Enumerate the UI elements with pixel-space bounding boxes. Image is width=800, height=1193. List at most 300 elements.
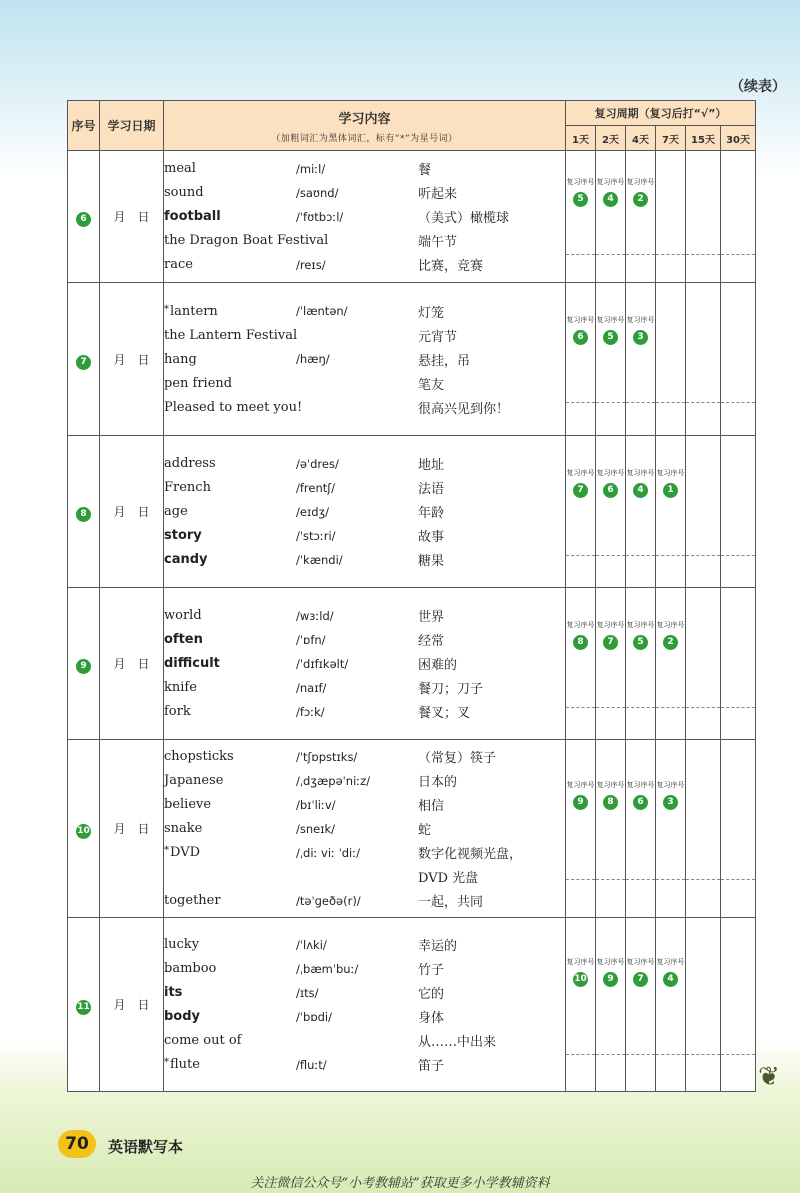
word-value: flute <box>170 1057 200 1072</box>
meaning-text: 很高兴见到你！ <box>418 401 510 417</box>
meaning-text: 端午节 <box>418 235 458 250</box>
review-label: 复习序号 <box>566 177 595 186</box>
word-entry <box>164 841 565 865</box>
meaning-text: 数字化视频光盘， <box>418 847 523 862</box>
row-seq <box>68 283 100 436</box>
review-circle: 7 <box>603 635 618 650</box>
meaning-text: 悬挂，吊 <box>418 353 471 369</box>
word-value: French <box>164 480 211 495</box>
word-entry <box>164 253 565 277</box>
table-row <box>68 588 756 740</box>
word-value: the Dragon Boat Festival <box>164 233 329 248</box>
header-cycle: 复习周期（复习后打“√”） <box>566 101 756 126</box>
word-value: believe <box>164 797 212 812</box>
phonetic-text: /hæŋ/ <box>296 352 330 366</box>
phonetic-text: /təˈɡeðə(r)/ <box>296 893 361 908</box>
word-entry <box>164 981 565 1005</box>
word-value: age <box>164 504 188 519</box>
header-day: 15天 <box>686 126 721 151</box>
review-cell[interactable] <box>626 588 656 740</box>
meaning-text: 困难的 <box>418 658 458 673</box>
review-cell[interactable] <box>566 588 596 740</box>
word-entry <box>164 745 565 769</box>
review-divider <box>596 555 625 556</box>
meaning-text: 世界 <box>418 610 445 625</box>
review-cell[interactable] <box>596 283 626 436</box>
review-divider <box>596 1054 625 1055</box>
review-circle: 4 <box>663 972 678 987</box>
review-circle: 9 <box>573 795 588 810</box>
review-label: 复习序号 <box>596 177 625 186</box>
word-text <box>164 632 296 647</box>
review-cell[interactable] <box>721 283 756 436</box>
row-date[interactable] <box>100 588 164 740</box>
review-circle: 4 <box>633 483 648 498</box>
day-label: 日 <box>137 352 150 367</box>
review-label: 复习序号 <box>596 780 625 789</box>
word-value: candy <box>164 552 208 567</box>
phonetic-text: /fluːt/ <box>296 1057 327 1072</box>
seq-circle: 7 <box>76 355 91 370</box>
word-text <box>164 656 296 671</box>
review-divider <box>566 707 595 708</box>
day-label: 日 <box>137 210 150 224</box>
page-number: 70 <box>58 1130 96 1158</box>
header-day: 1天 <box>566 126 596 151</box>
phonetic-text: /ˈkændi/ <box>296 552 343 567</box>
word-text <box>164 821 296 836</box>
word-value: pen friend <box>164 375 233 391</box>
review-cell[interactable] <box>656 740 686 918</box>
review-badge <box>657 621 685 650</box>
seq-circle: 6 <box>76 212 91 227</box>
review-cell[interactable] <box>626 151 656 283</box>
review-badge <box>627 958 655 987</box>
review-cell[interactable] <box>656 588 686 740</box>
word-text <box>164 608 296 623</box>
meaning-text: （常复）筷子 <box>418 751 497 766</box>
review-label: 复习序号 <box>626 780 655 789</box>
word-text <box>164 376 296 391</box>
word-entry <box>164 1005 565 1029</box>
review-cell[interactable] <box>721 918 756 1092</box>
review-circle: 3 <box>663 795 678 810</box>
review-label: 复习序号 <box>566 468 595 477</box>
meaning-text: 身体 <box>418 1011 445 1026</box>
review-label: 复习序号 <box>596 957 625 966</box>
row-content <box>164 740 566 918</box>
word-entry <box>164 548 565 572</box>
review-badge <box>627 316 655 345</box>
review-cell[interactable] <box>596 588 626 740</box>
word-entry <box>164 157 565 181</box>
word-value: difficult <box>164 656 220 671</box>
review-cell[interactable] <box>566 283 596 436</box>
header-day: 2天 <box>596 126 626 151</box>
phonetic-text: /ˈlʌki/ <box>296 937 327 952</box>
review-cell[interactable] <box>566 151 596 283</box>
review-cell[interactable] <box>626 436 656 588</box>
review-cell[interactable] <box>686 283 721 436</box>
header-day: 4天 <box>626 126 656 151</box>
day-label: 日 <box>137 998 150 1012</box>
meaning-text: 故事 <box>418 530 445 545</box>
review-divider <box>721 1054 755 1055</box>
word-value: often <box>164 632 203 647</box>
word-entry <box>164 700 565 724</box>
review-circle: 8 <box>573 635 588 650</box>
meaning-text: 幸运的 <box>418 939 458 954</box>
row-date[interactable] <box>100 740 164 918</box>
review-cell[interactable] <box>656 283 686 436</box>
review-badge <box>627 781 655 810</box>
phonetic-text: /ˈbɒdi/ <box>296 1009 333 1024</box>
word-text <box>164 480 296 495</box>
review-divider <box>626 555 655 556</box>
phonetic-text: /ˌdiː viː ˈdiː/ <box>296 845 360 860</box>
meaning-text: 竹子 <box>418 963 445 978</box>
seq-circle: 10 <box>76 824 91 839</box>
word-text <box>164 456 296 471</box>
review-label: 复习序号 <box>596 620 625 629</box>
review-cell[interactable] <box>686 740 721 918</box>
review-label: 复习序号 <box>656 780 685 789</box>
review-label: 复习序号 <box>626 957 655 966</box>
review-circle: 2 <box>663 635 678 650</box>
word-entry <box>164 933 565 957</box>
phonetic-text: /ˈɒfn/ <box>296 632 326 647</box>
review-badge <box>627 469 655 498</box>
meaning-text: 餐刀；刀子 <box>418 682 484 697</box>
word-text <box>164 749 296 764</box>
review-badge <box>597 178 625 207</box>
review-cell[interactable] <box>596 151 626 283</box>
review-divider <box>686 555 720 556</box>
word-entry <box>164 500 565 524</box>
row-content <box>164 283 566 436</box>
review-cell[interactable] <box>626 283 656 436</box>
header-content-note: （加粗词汇为黑体词汇，标有“*”为星号词） <box>271 133 458 144</box>
word-text <box>164 528 296 543</box>
review-cell[interactable] <box>566 740 596 918</box>
word-text <box>164 937 296 952</box>
row-date[interactable] <box>100 918 164 1092</box>
review-circle: 1 <box>663 483 678 498</box>
review-badge <box>597 958 625 987</box>
row-date[interactable] <box>100 436 164 588</box>
word-text <box>164 352 296 367</box>
review-label: 复习序号 <box>566 780 595 789</box>
table-body <box>68 151 756 1092</box>
month-label: 月 <box>113 352 126 367</box>
review-label: 复习序号 <box>566 620 595 629</box>
word-value: world <box>164 608 202 623</box>
review-circle: 10 <box>573 972 588 987</box>
word-value: hang <box>164 351 197 367</box>
review-cell[interactable] <box>596 918 626 1092</box>
star-icon: * <box>164 303 169 315</box>
word-value: lantern <box>170 303 218 319</box>
review-circle: 9 <box>603 972 618 987</box>
day-label: 日 <box>137 822 150 836</box>
review-divider <box>656 402 685 403</box>
review-label: 复习序号 <box>596 468 625 477</box>
meaning-text: 灯笼 <box>418 305 445 321</box>
phonetic-text: /ˈtʃɒpstɪks/ <box>296 749 358 764</box>
review-cell[interactable] <box>721 740 756 918</box>
review-cell[interactable] <box>656 918 686 1092</box>
meaning-text: 相信 <box>418 799 445 814</box>
review-circle: 5 <box>573 192 588 207</box>
word-entry <box>164 769 565 793</box>
review-label: 复习序号 <box>596 316 625 324</box>
review-circle: 6 <box>573 330 588 345</box>
meaning-text: 餐叉；叉 <box>418 706 471 721</box>
meaning-text: 笔友 <box>418 377 445 393</box>
word-entry <box>164 628 565 652</box>
word-text <box>164 961 296 976</box>
review-cell[interactable] <box>656 151 686 283</box>
word-text <box>164 797 296 812</box>
word-value: body <box>164 1009 201 1024</box>
review-cell[interactable] <box>626 918 656 1092</box>
review-circle: 5 <box>603 330 618 345</box>
meaning-text: 糖果 <box>418 554 445 569</box>
review-divider <box>686 879 720 880</box>
butterfly-icon: ❦ <box>758 1062 780 1092</box>
meaning-text: 它的 <box>418 987 445 1002</box>
review-divider <box>626 254 655 255</box>
word-text <box>164 985 296 1000</box>
review-badge <box>627 621 655 650</box>
phonetic-text: /ɪts/ <box>296 985 319 1000</box>
review-divider <box>596 707 625 708</box>
word-value: sound <box>164 185 204 200</box>
meaning-text: 日本的 <box>418 775 458 790</box>
phonetic-text: /ˌdʒæpəˈniːz/ <box>296 773 371 788</box>
review-badge <box>567 316 595 345</box>
review-circle: 6 <box>633 795 648 810</box>
word-text <box>164 328 296 343</box>
table-row <box>68 151 756 283</box>
review-label: 复习序号 <box>626 177 655 186</box>
review-badge <box>627 178 655 207</box>
review-divider <box>596 254 625 255</box>
word-text <box>164 773 296 788</box>
header-content-title: 学习内容 <box>338 111 391 127</box>
review-badge <box>567 469 595 498</box>
review-cell[interactable] <box>626 740 656 918</box>
review-divider <box>626 1054 655 1055</box>
review-divider <box>566 879 595 880</box>
review-circle: 8 <box>603 795 618 810</box>
word-entry <box>164 1053 565 1077</box>
word-entry <box>164 205 565 229</box>
word-value: the Lantern Festival <box>164 327 298 343</box>
review-divider <box>721 707 755 708</box>
word-text <box>164 1009 296 1024</box>
word-entry <box>164 181 565 205</box>
review-circle: 6 <box>603 483 618 498</box>
meaning-text: 从……中出来 <box>418 1035 497 1050</box>
review-label: 复习序号 <box>626 620 655 629</box>
meaning-text: 一起，共同 <box>418 895 484 910</box>
review-divider <box>656 707 685 708</box>
review-divider <box>686 254 720 255</box>
meaning-text: 地址 <box>418 458 445 473</box>
review-badge <box>597 781 625 810</box>
review-badge <box>657 469 685 498</box>
review-badge <box>597 316 625 345</box>
meaning-text: 餐 <box>418 163 432 178</box>
word-entry <box>164 347 565 371</box>
phonetic-text: /əˈdres/ <box>296 456 339 471</box>
review-label: 复习序号 <box>566 316 595 324</box>
review-cell[interactable] <box>686 588 721 740</box>
table-row <box>68 918 756 1092</box>
word-text <box>164 504 296 519</box>
word-value: Japanese <box>164 773 224 788</box>
review-divider <box>721 402 755 403</box>
meaning-text: 经常 <box>418 634 445 649</box>
row-date[interactable] <box>100 283 164 436</box>
meaning-text: 笛子 <box>418 1059 445 1074</box>
word-entry <box>164 323 565 347</box>
phonetic-text: /saʊnd/ <box>296 185 339 200</box>
review-divider <box>656 1054 685 1055</box>
review-cell[interactable] <box>686 918 721 1092</box>
phonetic-text: /ˈstɔːri/ <box>296 528 336 543</box>
word-text <box>164 680 296 695</box>
table-row <box>68 436 756 588</box>
continued-label: （续表） <box>730 79 786 95</box>
phonetic-text: /ˌbæmˈbuː/ <box>296 961 359 976</box>
row-date[interactable] <box>100 151 164 283</box>
star-icon: * <box>164 1057 169 1068</box>
review-divider <box>656 254 685 255</box>
word-entry <box>164 889 565 913</box>
word-value: DVD <box>170 845 201 860</box>
review-cell[interactable] <box>596 436 626 588</box>
phonetic-text: /frentʃ/ <box>296 480 336 495</box>
review-circle: 7 <box>573 483 588 498</box>
review-label: 复习序号 <box>566 957 595 966</box>
review-cell[interactable] <box>656 436 686 588</box>
word-text <box>164 399 303 415</box>
phonetic-text: /bɪˈliːv/ <box>296 797 336 812</box>
star-icon: * <box>164 845 169 856</box>
row-seq <box>68 151 100 283</box>
word-value: chopsticks <box>164 749 234 764</box>
header-day: 7天 <box>656 126 686 151</box>
watermark-text: 关注微信公众号“小考教辅站”获取更多小学教辅资料 <box>250 1176 550 1191</box>
month-label: 月 <box>113 657 126 671</box>
word-value: Pleased to meet you! <box>164 399 303 415</box>
phonetic-text: /ˈfʊtbɔːl/ <box>296 209 344 224</box>
word-value: its <box>164 985 183 1000</box>
word-value: race <box>164 257 193 272</box>
word-value: football <box>164 209 221 224</box>
review-divider <box>566 254 595 255</box>
review-badge <box>567 621 595 650</box>
word-value: meal <box>164 161 196 176</box>
word-value: snake <box>164 821 203 836</box>
word-text <box>164 304 296 319</box>
header-day: 30天 <box>721 126 756 151</box>
word-entry <box>164 957 565 981</box>
seq-circle: 8 <box>76 507 91 522</box>
phonetic-text: /sneɪk/ <box>296 821 336 836</box>
month-label: 月 <box>113 822 126 836</box>
word-entry <box>164 395 565 419</box>
review-cell[interactable] <box>596 740 626 918</box>
table-row <box>68 740 756 918</box>
word-entry <box>164 817 565 841</box>
review-cell[interactable] <box>686 436 721 588</box>
review-cell[interactable] <box>721 588 756 740</box>
word-entry <box>164 371 565 395</box>
word-text <box>164 161 296 176</box>
word-entry <box>164 476 565 500</box>
row-content <box>164 918 566 1092</box>
review-cell[interactable] <box>721 151 756 283</box>
review-divider <box>656 879 685 880</box>
word-value: address <box>164 456 216 471</box>
word-entry <box>164 865 565 889</box>
word-entry <box>164 604 565 628</box>
month-label: 月 <box>113 210 126 224</box>
row-content <box>164 151 566 283</box>
review-cell[interactable] <box>721 436 756 588</box>
review-label: 复习序号 <box>626 316 655 324</box>
meaning-text: 法语 <box>418 482 445 497</box>
word-text <box>164 893 296 908</box>
review-cell[interactable] <box>686 151 721 283</box>
review-circle: 5 <box>633 635 648 650</box>
word-value: knife <box>164 680 197 695</box>
review-divider <box>566 1054 595 1055</box>
word-entry <box>164 229 565 253</box>
table-row <box>68 283 756 436</box>
phonetic-text: /fɔːk/ <box>296 704 325 719</box>
word-text <box>164 233 329 248</box>
review-circle: 2 <box>633 192 648 207</box>
review-divider <box>686 1054 720 1055</box>
review-label: 复习序号 <box>656 620 685 629</box>
review-cell[interactable] <box>566 918 596 1092</box>
word-value: bamboo <box>164 961 217 976</box>
word-entry <box>164 652 565 676</box>
row-seq <box>68 740 100 918</box>
header-seq: 序号 <box>68 101 100 151</box>
row-seq <box>68 436 100 588</box>
phonetic-text: /miːl/ <box>296 161 326 176</box>
word-value: lucky <box>164 937 200 952</box>
row-content <box>164 588 566 740</box>
word-text <box>164 257 296 272</box>
review-cell[interactable] <box>566 436 596 588</box>
phonetic-text: /naɪf/ <box>296 680 327 695</box>
review-badge <box>597 621 625 650</box>
meaning-text: 元宵节 <box>418 329 458 345</box>
row-content <box>164 436 566 588</box>
meaning-text: 蛇 <box>418 823 432 838</box>
phonetic-text: /reɪs/ <box>296 257 326 272</box>
review-badge <box>567 781 595 810</box>
review-label: 复习序号 <box>656 957 685 966</box>
review-divider <box>686 402 720 403</box>
month-label: 月 <box>113 998 126 1012</box>
